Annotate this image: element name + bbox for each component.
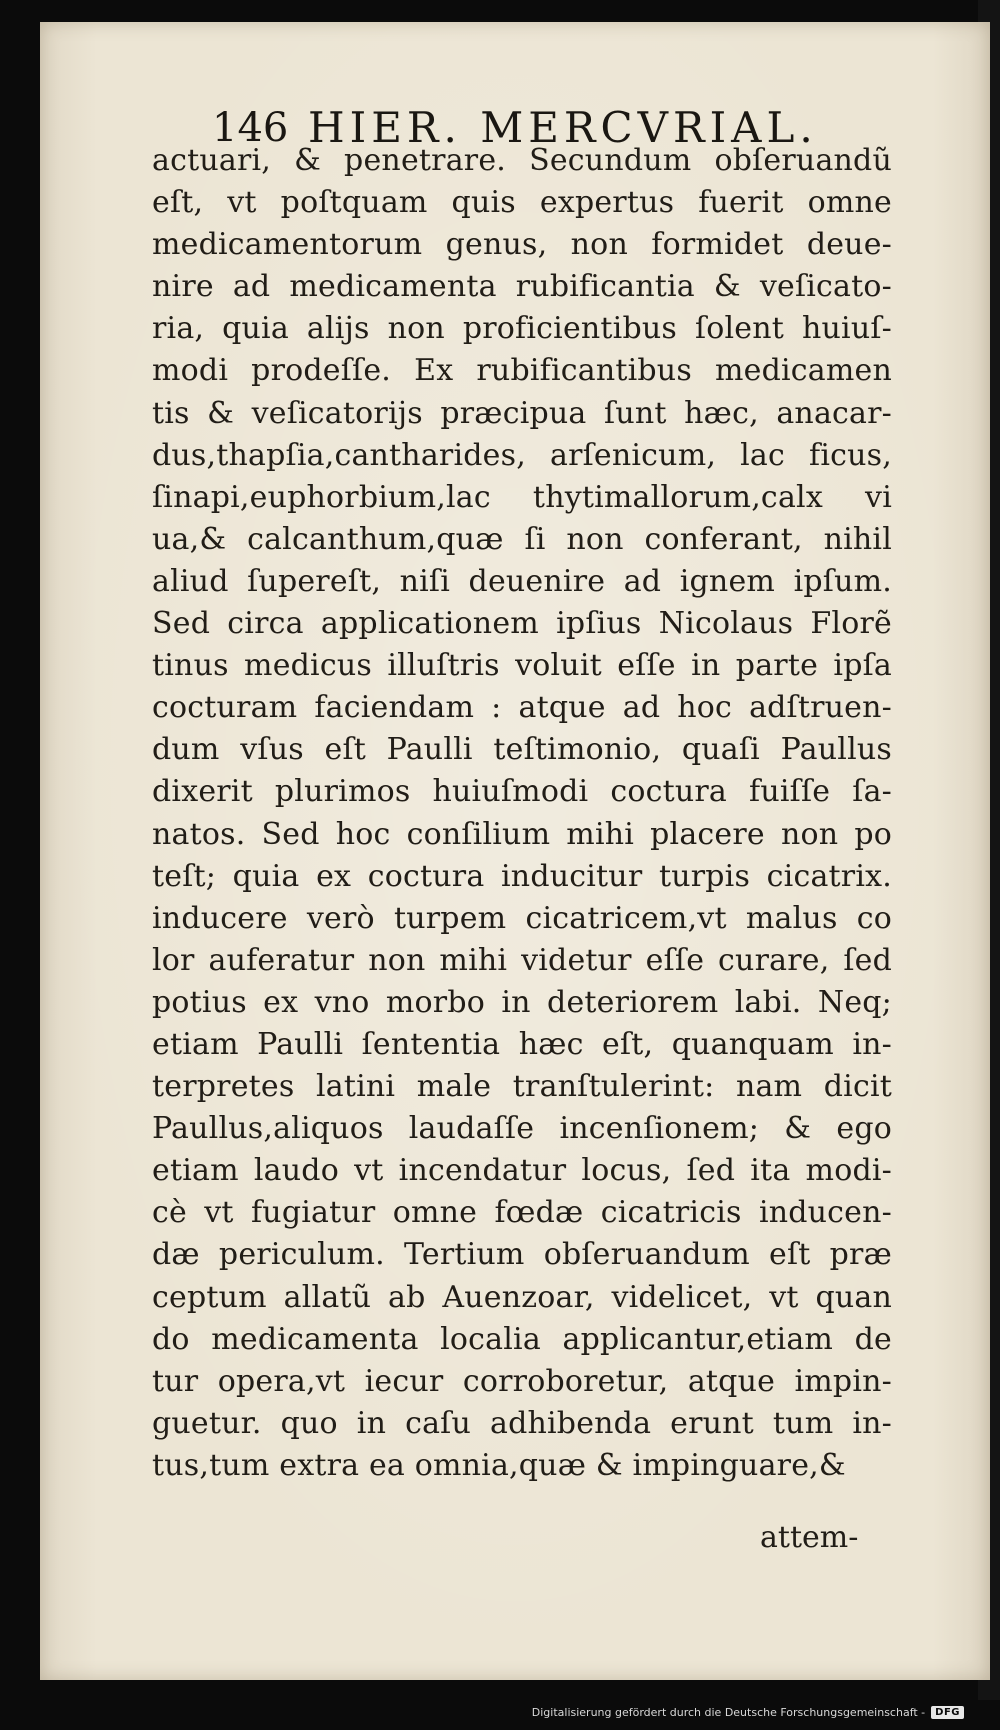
text-line: dixerit plurimos huiuſmodi coctura fuiſſe ſa- [152,774,892,810]
text-line: teſt; quia ex coctura inducitur turpis cicatrix. [152,858,892,894]
text-line: medicamentorum genus, non formidet deue- [152,227,892,263]
catchword: attem- [760,1520,859,1555]
credit-text: Digitalisierung gefördert durch die Deutsche Forschungsgemeinschaft - [531,1705,926,1719]
text-line: etiam Paulli ſententia hæc eſt, quanquam in- [152,1026,892,1062]
text-line: tinus medicus illuſtris voluit eſſe in parte ipſa [152,648,892,684]
text-line: tus,tum extra ea omnia,quæ & impinguare,& [152,1447,846,1483]
text-line: cocturam faciendam : atque ad hoc adſtruen- [152,690,892,726]
text-line: potius ex vno morbo in deteriorem labi. Neq; [152,984,892,1020]
running-head: HIER. MERCVRIAL. [308,103,818,152]
text-line: Paullus,aliquos laudaſſe incenſionem; & ego [152,1111,892,1147]
text-line: guetur. quo in caſu adhibenda erunt tum in- [152,1405,892,1441]
text-line: ua,& calcanthum,quæ ſi non conferant, nihil [152,521,892,557]
text-line: etiam laudo vt incendatur locus, ſed ita modi- [152,1153,892,1189]
text-line: lor auferatur non mihi videtur eſſe curare, ſed [152,942,892,978]
dfg-logo: DFG [931,1706,964,1719]
text-line: inducere verò turpem cicatricem,vt malus co [152,900,892,936]
text-line: ſinapi,euphorbium,lac thytimallorum,calx vi [152,479,892,515]
text-line: tur opera,vt iecur corroboretur, atque impin- [152,1363,892,1399]
text-line: nire ad medicamenta rubificantia & veſicato- [152,269,892,305]
text-line: modi prodeſſe. Ex rubificantibus medicamen [152,353,892,389]
text-line: terpretes latini male tranſtulerint: nam dicit [152,1069,892,1105]
text-line: actuari, & penetrare. Secundum obſeruandũ [152,143,892,178]
text-line: dæ periculum. Tertium obſeruandum eſt præ [152,1237,892,1273]
text-line: eſt, vt poſtquam quis expertus fuerit omne [152,185,892,221]
text-line: tis & veſicatorijs præcipua ſunt hæc, anacar- [152,395,892,431]
text-line: natos. Sed hoc conſilium mihi placere non po [152,816,892,852]
digitization-credit [532,1700,964,1724]
text-line: ceptum allatũ ab Auenzoar, videlicet, vt quan [152,1279,892,1315]
text-line: dum vſus eſt Paulli teſtimonio, quaſi Paullus [152,732,892,768]
text-line: aliud ſupereſt, niſi deuenire ad ignem ipſum. [152,563,892,599]
text-line: Sed circa applicationem ipſius Nicolaus Florẽ [152,606,892,642]
text-line: dus,thapſia,cantharides, arſenicum, lac ficus, [152,437,892,473]
text-line: ria, quia alijs non proficientibus ſolent huiuſ- [152,311,892,347]
body-text [152,140,892,1487]
text-line: do medicamenta localia applicantur,etiam de [152,1321,892,1357]
text-line: cè vt fugiatur omne fœdæ cicatricis inducen- [152,1195,892,1231]
page-number: 146 [212,105,289,151]
